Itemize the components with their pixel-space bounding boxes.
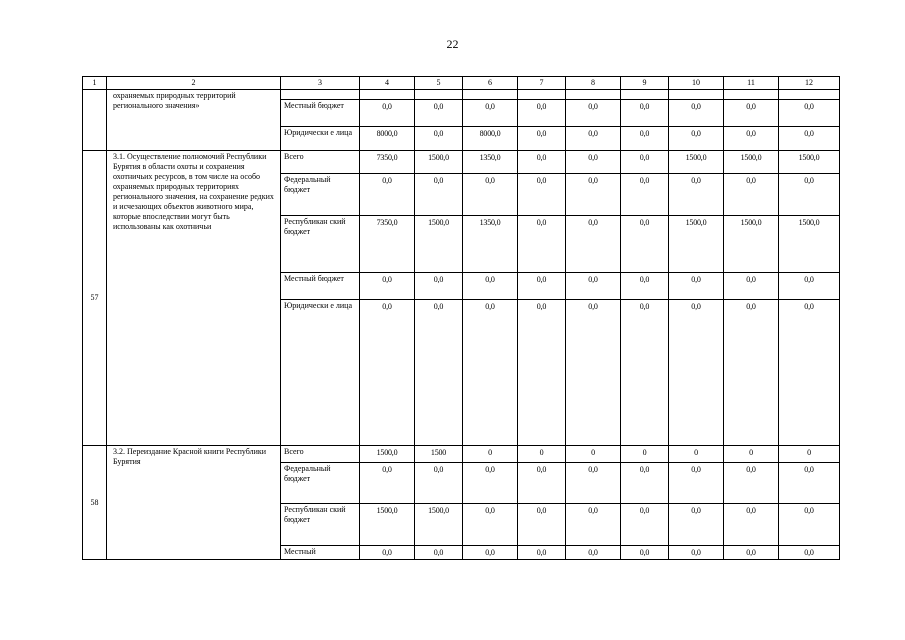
budget-table (82, 76, 840, 560)
column-header: 3 (281, 77, 360, 90)
table-row (83, 90, 840, 100)
amount-cell: 0,0 (518, 127, 566, 151)
amount-cell: 0 (724, 446, 779, 463)
amount-cell: 0,0 (779, 174, 840, 216)
column-header: 8 (566, 77, 621, 90)
column-header: 4 (360, 77, 415, 90)
amount-cell: 0 (621, 446, 669, 463)
row-number-cell (83, 90, 107, 151)
amount-cell: 0,0 (463, 463, 518, 504)
amount-cell: 0 (518, 446, 566, 463)
column-header: 11 (724, 77, 779, 90)
amount-cell: 1500,0 (779, 216, 840, 273)
amount-cell: 1500,0 (724, 151, 779, 174)
amount-cell: 0,0 (463, 174, 518, 216)
amount-cell: 0,0 (360, 463, 415, 504)
amount-cell: 8000,0 (463, 127, 518, 151)
amount-cell: 0,0 (415, 300, 463, 446)
funding-source: Местный (281, 546, 360, 560)
amount-cell: 1500,0 (669, 151, 724, 174)
funding-source: Федеральный бюджет (281, 463, 360, 504)
amount-cell: 0,0 (360, 174, 415, 216)
amount-cell: 0,0 (518, 300, 566, 446)
amount-cell: 0,0 (779, 546, 840, 560)
amount-cell: 0,0 (669, 100, 724, 127)
amount-cell (669, 90, 724, 100)
amount-cell: 0,0 (360, 546, 415, 560)
amount-cell: 0,0 (415, 273, 463, 300)
amount-cell: 0,0 (621, 100, 669, 127)
funding-source: Всего (281, 446, 360, 463)
amount-cell: 0 (463, 446, 518, 463)
amount-cell: 0 (669, 446, 724, 463)
amount-cell: 0,0 (621, 151, 669, 174)
amount-cell: 0,0 (779, 300, 840, 446)
amount-cell: 0,0 (724, 504, 779, 546)
amount-cell (724, 90, 779, 100)
amount-cell (463, 90, 518, 100)
amount-cell: 0,0 (621, 504, 669, 546)
amount-cell (566, 90, 621, 100)
column-header: 6 (463, 77, 518, 90)
amount-cell: 0,0 (669, 546, 724, 560)
amount-cell: 0,0 (360, 273, 415, 300)
amount-cell: 0,0 (518, 546, 566, 560)
table-body (83, 77, 840, 560)
amount-cell (518, 90, 566, 100)
amount-cell: 1500,0 (415, 216, 463, 273)
amount-cell: 0,0 (463, 300, 518, 446)
measure-description: 3.2. Переиздание Красной книги Республики Бурятия (107, 446, 281, 560)
amount-cell: 0 (779, 446, 840, 463)
amount-cell: 0,0 (415, 463, 463, 504)
funding-source: Республикан ский бюджет (281, 216, 360, 273)
amount-cell: 1500,0 (415, 151, 463, 174)
amount-cell (360, 90, 415, 100)
column-number-row (83, 77, 840, 90)
amount-cell: 0,0 (669, 463, 724, 504)
amount-cell: 1500 (415, 446, 463, 463)
amount-cell: 0,0 (724, 273, 779, 300)
amount-cell: 0,0 (669, 300, 724, 446)
amount-cell (621, 90, 669, 100)
amount-cell: 1500,0 (669, 216, 724, 273)
amount-cell: 0,0 (621, 216, 669, 273)
column-header: 2 (107, 77, 281, 90)
amount-cell: 0,0 (724, 174, 779, 216)
amount-cell: 0,0 (360, 100, 415, 127)
column-header: 9 (621, 77, 669, 90)
amount-cell: 0,0 (669, 127, 724, 151)
amount-cell: 0,0 (566, 100, 621, 127)
amount-cell: 0,0 (566, 546, 621, 560)
amount-cell: 0,0 (724, 546, 779, 560)
amount-cell: 0,0 (724, 127, 779, 151)
amount-cell: 0,0 (621, 546, 669, 560)
amount-cell: 0,0 (518, 216, 566, 273)
page-number: 22 (446, 37, 459, 51)
amount-cell: 0,0 (518, 100, 566, 127)
amount-cell: 0,0 (669, 174, 724, 216)
amount-cell: 0,0 (779, 127, 840, 151)
column-header: 5 (415, 77, 463, 90)
amount-cell: 0,0 (566, 300, 621, 446)
measure-description: 3.1. Осуществление полномочий Республики Бурятия в области охоты и сохранения охотничьих ресурсов, в том числе на особо охраняемых природных территориях регионального значения, на сохранение редких и исчезающих объектов животного мира, которые впоследствии могут быть использованы как охотничьи (107, 151, 281, 446)
funding-source: Юридически е лица (281, 300, 360, 446)
amount-cell: 0,0 (518, 504, 566, 546)
row-number-cell: 57 (83, 151, 107, 446)
amount-cell: 0,0 (621, 273, 669, 300)
amount-cell: 0,0 (779, 100, 840, 127)
amount-cell: 0,0 (415, 174, 463, 216)
amount-cell: 0,0 (518, 463, 566, 504)
amount-cell: 0,0 (724, 100, 779, 127)
amount-cell: 0,0 (415, 546, 463, 560)
amount-cell: 1500,0 (415, 504, 463, 546)
amount-cell: 0,0 (669, 504, 724, 546)
amount-cell: 0,0 (415, 100, 463, 127)
row-number-cell: 58 (83, 446, 107, 560)
table-row (83, 151, 840, 174)
column-header: 10 (669, 77, 724, 90)
table-row (83, 446, 840, 463)
amount-cell: 0,0 (518, 174, 566, 216)
funding-source: Республикан ский бюджет (281, 504, 360, 546)
amount-cell: 0 (566, 446, 621, 463)
amount-cell: 0,0 (621, 174, 669, 216)
amount-cell: 0,0 (724, 300, 779, 446)
amount-cell: 0,0 (566, 127, 621, 151)
amount-cell: 7350,0 (360, 216, 415, 273)
amount-cell: 0,0 (463, 273, 518, 300)
amount-cell: 1500,0 (360, 504, 415, 546)
amount-cell: 1500,0 (779, 151, 840, 174)
amount-cell: 0,0 (779, 504, 840, 546)
funding-source: Федеральный бюджет (281, 174, 360, 216)
amount-cell: 0,0 (566, 174, 621, 216)
funding-source: Юридически е лица (281, 127, 360, 151)
amount-cell: 8000,0 (360, 127, 415, 151)
amount-cell: 0,0 (518, 273, 566, 300)
amount-cell: 0,0 (360, 300, 415, 446)
amount-cell: 0,0 (463, 546, 518, 560)
amount-cell: 0,0 (779, 273, 840, 300)
funding-source: Всего (281, 151, 360, 174)
amount-cell: 0,0 (518, 151, 566, 174)
amount-cell: 0,0 (621, 127, 669, 151)
amount-cell: 0,0 (566, 504, 621, 546)
amount-cell: 0,0 (566, 151, 621, 174)
funding-source: Местный бюджет (281, 100, 360, 127)
amount-cell: 1500,0 (360, 446, 415, 463)
column-header: 1 (83, 77, 107, 90)
column-header: 7 (518, 77, 566, 90)
amount-cell: 0,0 (724, 463, 779, 504)
funding-source (281, 90, 360, 100)
amount-cell: 0,0 (566, 463, 621, 504)
amount-cell (779, 90, 840, 100)
amount-cell: 0,0 (566, 273, 621, 300)
amount-cell: 0,0 (779, 463, 840, 504)
amount-cell: 1350,0 (463, 151, 518, 174)
amount-cell: 0,0 (463, 504, 518, 546)
column-header: 12 (779, 77, 840, 90)
amount-cell: 0,0 (621, 463, 669, 504)
amount-cell: 0,0 (463, 100, 518, 127)
amount-cell: 0,0 (669, 273, 724, 300)
amount-cell: 7350,0 (360, 151, 415, 174)
funding-source: Местный бюджет (281, 273, 360, 300)
measure-description: охраняемых природных территорий регионального значения» (107, 90, 281, 151)
amount-cell: 1500,0 (724, 216, 779, 273)
amount-cell: 1350,0 (463, 216, 518, 273)
amount-cell: 0,0 (566, 216, 621, 273)
amount-cell: 0,0 (415, 127, 463, 151)
amount-cell: 0,0 (621, 300, 669, 446)
amount-cell (415, 90, 463, 100)
